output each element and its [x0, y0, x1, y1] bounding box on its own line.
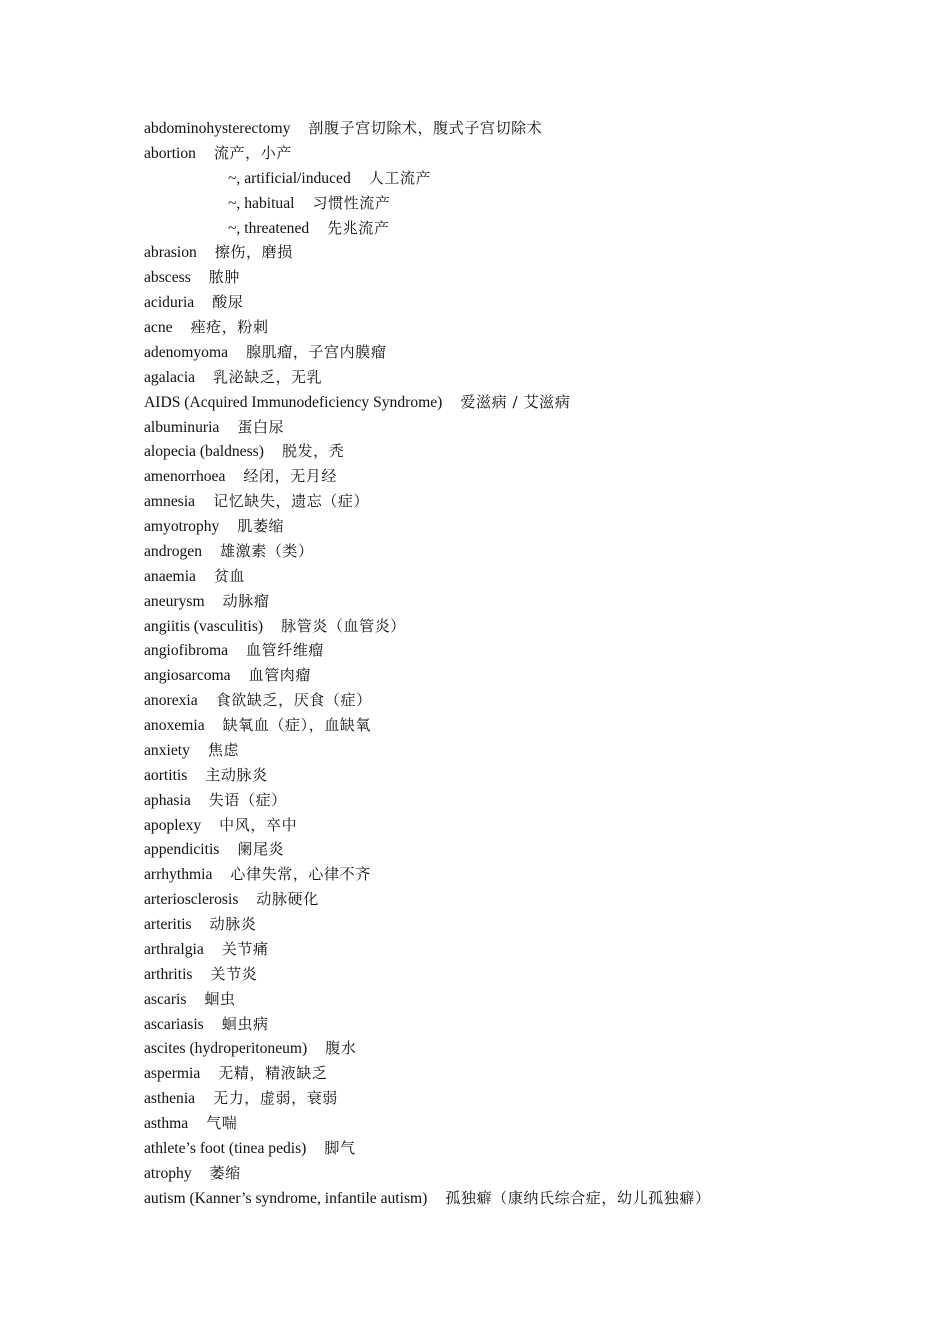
entry-term: abdominohysterectomy — [144, 120, 291, 137]
entry-translation: 腹水 — [325, 1039, 357, 1058]
glossary-entry — [144, 788, 904, 813]
entry-term: anorexia — [144, 692, 198, 710]
glossary-entry — [144, 415, 904, 440]
glossary-entry — [144, 141, 904, 166]
entry-term: autism (Kanner’s syndrome, infantile autism) — [144, 1189, 428, 1207]
entry-translation: 气喘 — [206, 1114, 238, 1132]
entry-term: aciduria — [144, 294, 195, 312]
entry-term: abortion — [144, 144, 196, 162]
entry-translation: 脱发，秃 — [281, 442, 345, 461]
entry-term: aspermia — [144, 1065, 201, 1083]
entry-translation: 习惯性流产 — [312, 193, 391, 212]
entry-translation: 阑尾炎 — [237, 840, 285, 859]
entry-translation: 蛔虫病 — [221, 1014, 269, 1033]
entry-term: apoplexy — [144, 816, 202, 834]
glossary-subentry — [144, 216, 904, 241]
glossary-entry — [144, 564, 904, 589]
entry-translation: 动脉瘤 — [222, 591, 270, 610]
entry-term: arrhythmia — [144, 866, 213, 884]
glossary-entry — [144, 439, 904, 464]
entry-translation: 孤独癖（康纳氏综合症，幼儿孤独癖） — [445, 1188, 711, 1207]
entry-term: alopecia (baldness) — [144, 443, 264, 461]
entry-translation: 记忆缺失，遗忘（症） — [213, 492, 370, 511]
glossary-entry — [144, 614, 904, 639]
entry-translation: 食欲缺乏，厌食（症） — [215, 691, 372, 710]
entry-translation: 无力，虚弱，衰弱 — [213, 1089, 338, 1108]
entry-term: angiosarcoma — [144, 667, 231, 685]
glossary-entry — [144, 862, 904, 887]
entry-translation: 流产，小产 — [213, 143, 292, 162]
entry-translation: 失语（症） — [208, 790, 287, 809]
entry-term: ascaris — [144, 990, 187, 1008]
entry-translation: 脉管炎（血管炎） — [281, 616, 406, 635]
entry-translation: 心律失常，心律不齐 — [230, 865, 371, 884]
glossary-entry — [144, 688, 904, 713]
entry-term: amenorrhoea — [144, 468, 226, 486]
glossary-entry — [144, 937, 904, 962]
entry-term: appendicitis — [144, 841, 220, 859]
entry-term: ascariasis — [144, 1015, 204, 1033]
glossary-entry — [144, 1061, 904, 1086]
entry-translation: 乳泌缺乏，无乳 — [213, 367, 323, 386]
glossary-list — [144, 116, 904, 1211]
entry-translation: 先兆流产 — [327, 218, 390, 237]
glossary-entry — [144, 813, 904, 838]
glossary-entry — [144, 315, 904, 340]
entry-term: anxiety — [144, 741, 190, 759]
entry-translation: 腺肌瘤，子宫内膜瘤 — [246, 342, 387, 361]
glossary-entry — [144, 240, 904, 265]
glossary-entry — [144, 589, 904, 614]
glossary-entry — [144, 1136, 904, 1161]
glossary-entry — [144, 1036, 904, 1061]
glossary-entry — [144, 290, 904, 315]
entry-term: arteritis — [144, 916, 192, 933]
entry-translation: 血管肉瘤 — [248, 666, 312, 685]
glossary-entry — [144, 738, 904, 763]
glossary-entry — [144, 663, 904, 688]
entry-translation: 肌萎缩 — [237, 517, 285, 535]
entry-term: atrophy — [144, 1164, 192, 1182]
entry-term: angiofibroma — [144, 642, 229, 660]
glossary-entry — [144, 638, 904, 663]
entry-translation: 萎缩 — [209, 1163, 241, 1182]
entry-translation: 缺氧血（症），血缺氧 — [222, 716, 372, 734]
glossary-entry — [144, 987, 904, 1012]
entry-term: anoxemia — [144, 717, 205, 734]
entry-translation: 脓肿 — [208, 268, 240, 287]
entry-translation: 脚气 — [324, 1138, 356, 1157]
glossary-entry — [144, 1161, 904, 1186]
entry-term: amnesia — [144, 493, 196, 511]
glossary-entry — [144, 489, 904, 514]
glossary-entry — [144, 464, 904, 489]
entry-translation: 焦虑 — [207, 740, 240, 759]
entry-term: adenomyoma — [144, 343, 229, 361]
entry-translation: 动脉硬化 — [256, 890, 319, 909]
entry-term: androgen — [144, 542, 203, 560]
entry-translation: 雄激素（类） — [220, 541, 314, 560]
entry-translation: 关节痛 — [221, 939, 269, 958]
entry-translation: 经闭，无月经 — [243, 467, 337, 486]
entry-term: abrasion — [144, 244, 197, 262]
entry-term: ~, threatened — [228, 219, 310, 237]
glossary-entry — [144, 539, 904, 564]
glossary-entry — [144, 962, 904, 987]
entry-term: agalacia — [144, 368, 196, 386]
entry-translation: 中风，卒中 — [219, 815, 298, 834]
entry-term: ascites (hydroperitoneum) — [144, 1040, 308, 1058]
entry-translation: 爱滋病 / 艾滋病 — [460, 392, 571, 411]
entry-translation: 擦伤，磨损 — [214, 243, 293, 262]
entry-translation: 关节炎 — [210, 964, 258, 983]
entry-term: albuminuria — [144, 418, 220, 436]
entry-translation: 动脉炎 — [209, 915, 257, 933]
entry-term: angiitis (vasculitis) — [144, 617, 264, 635]
entry-translation: 血管纤维瘤 — [246, 641, 325, 660]
glossary-entry — [144, 713, 904, 738]
entry-term: anaemia — [144, 567, 196, 585]
entry-term: asthma — [144, 1115, 189, 1132]
entry-term: aphasia — [144, 791, 191, 809]
glossary-subentry — [144, 191, 904, 216]
glossary-entry — [144, 912, 904, 937]
glossary-entry — [144, 365, 904, 390]
entry-translation: 剖腹子宫切除术，腹式子宫切除术 — [308, 119, 543, 137]
entry-term: athlete’s foot (tinea pedis) — [144, 1139, 307, 1157]
entry-term: amyotrophy — [144, 518, 220, 535]
glossary-entry — [144, 116, 904, 141]
glossary-subentry — [144, 166, 904, 191]
glossary-entry — [144, 265, 904, 290]
glossary-entry — [144, 390, 904, 415]
entry-term: asthenia — [144, 1090, 196, 1108]
glossary-entry — [144, 1012, 904, 1037]
glossary-entry — [144, 1186, 904, 1211]
entry-translation: 人工流产 — [368, 168, 432, 187]
entry-term: abscess — [144, 269, 191, 287]
entry-translation: 酸尿 — [212, 293, 244, 312]
glossary-entry — [144, 340, 904, 365]
entry-translation: 无精，精液缺乏 — [218, 1064, 328, 1083]
entry-term: AIDS (Acquired Immunodeficiency Syndrome) — [144, 393, 443, 411]
glossary-entry — [144, 887, 904, 912]
entry-translation: 蛋白尿 — [237, 417, 285, 436]
entry-translation: 主动脉炎 — [205, 765, 268, 784]
entry-translation: 贫血 — [213, 566, 246, 585]
glossary-entry — [144, 1086, 904, 1111]
entry-term: arteriosclerosis — [144, 891, 239, 909]
entry-term: arthralgia — [144, 940, 204, 958]
entry-term: aortitis — [144, 766, 188, 784]
glossary-entry — [144, 1111, 904, 1136]
glossary-entry — [144, 763, 904, 788]
entry-term: arthritis — [144, 965, 193, 983]
entry-term: ~, habitual — [228, 194, 295, 212]
entry-term: acne — [144, 319, 173, 336]
glossary-entry — [144, 837, 904, 862]
entry-term: aneurysm — [144, 592, 205, 610]
entry-translation: 痤疮，粉刺 — [190, 318, 269, 336]
glossary-entry — [144, 514, 904, 539]
entry-translation: 蛔虫 — [204, 989, 236, 1008]
entry-term: ~, artificial/induced — [228, 169, 351, 187]
